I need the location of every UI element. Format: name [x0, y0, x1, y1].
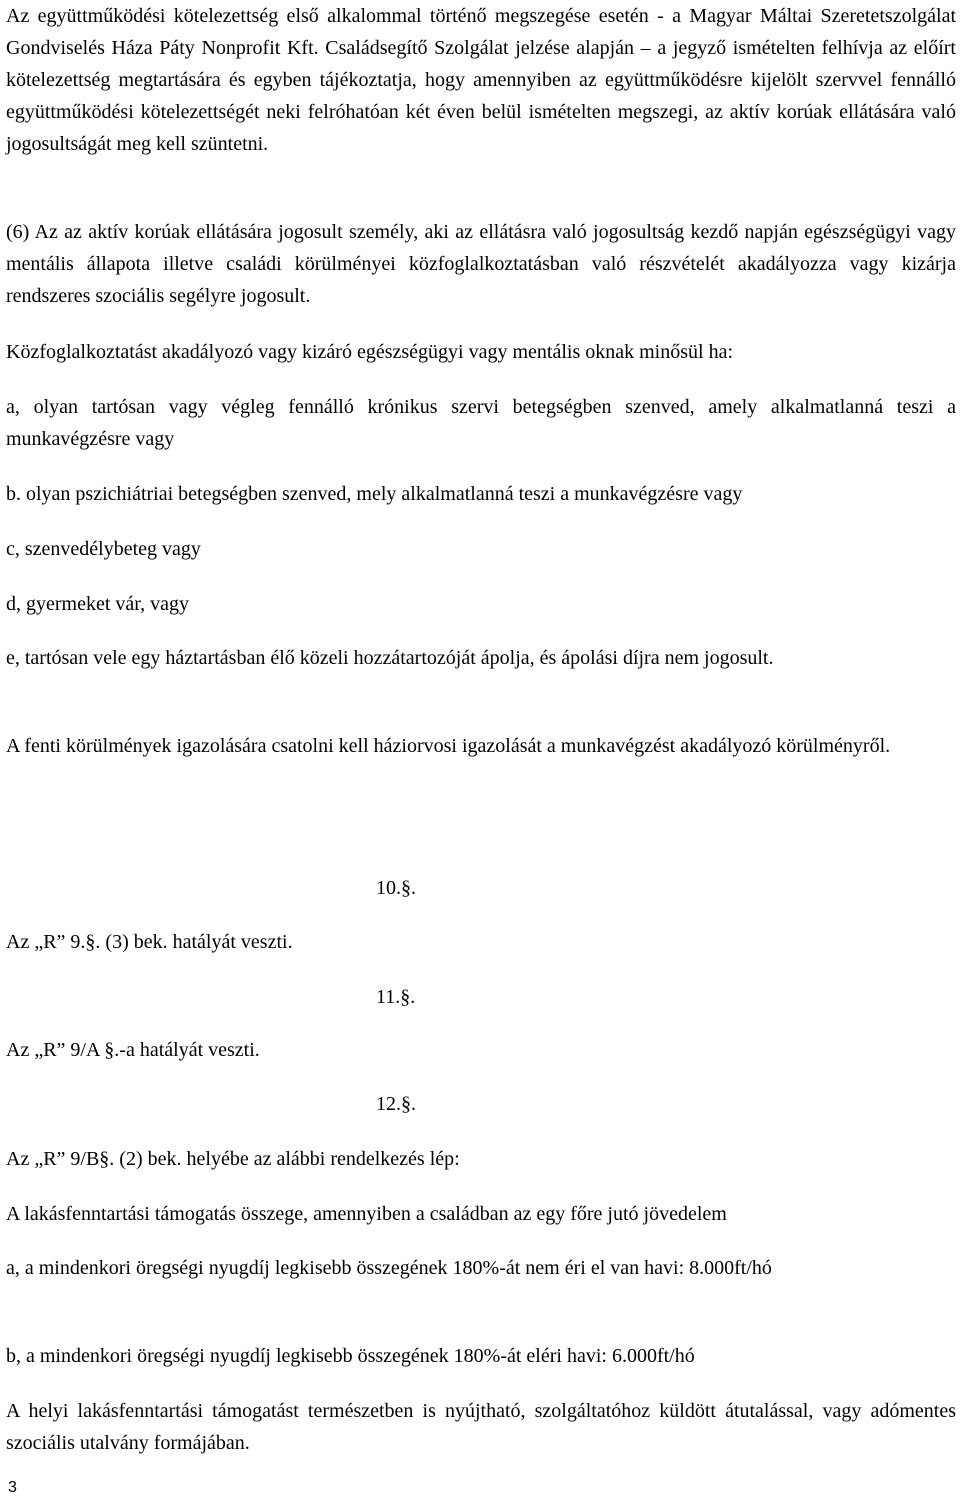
housing-support-intro: A lakásfenntartási támogatás összege, amennyiben a családban az egy főre jutó jövedelem	[6, 1203, 727, 1225]
section-10-text: Az „R” 9.§. (3) bek. hatályát veszti.	[6, 931, 293, 953]
list-item-d: d, gyermeket vár, vagy	[6, 593, 190, 615]
list-item-a: a, olyan tartósan vagy végleg fennálló krónikus szervi betegségben szenved, amely alkalmatlanná teszi a munkavégzésre vagy	[6, 396, 956, 450]
section-11-text: Az „R” 9/A §.-a hatályát veszti.	[6, 1039, 260, 1061]
paragraph-cooperation-obligation: Az együttműködési kötelezettség első alkalommal történő megszegése esetén - a Magyar Máltai Szeretetszolgálat Gondviselés Háza Páty Nonprofit Kft. Családsegítő Szolgálat jelzése alapján – a jegyző ismételten felhívja az előírt kötelezettség megtartására és egyben tájékoztatja, hogy amennyiben az együttműködésre kijelölt szervvel fennálló együttműködési kötelezettségét neki felróhatóan két éven belül ismételten megszegi, az aktív korúak ellátására való jogosultságát meg kell szüntetni.	[6, 5, 956, 155]
paragraph-health-reasons-intro: Közfoglalkoztatást akadályozó vagy kizáró egészségügyi vagy mentális oknak minősül ha:	[6, 341, 734, 363]
paragraph-6: (6) Az az aktív korúak ellátására jogosult személy, aki az ellátásra való jogosultság kezdő napján egészségügyi vagy mentális állapota illetve családi körülményei közfoglalkoztatásban való részvételét akadályozza vagy kizárja rendszeres szociális segélyre jogosult.	[6, 221, 956, 307]
section-12-text: Az „R” 9/B§. (2) bek. helyébe az alábbi rendelkezés lép:	[6, 1148, 460, 1170]
list-item-c: c, szenvedélybeteg vagy	[6, 538, 201, 560]
section-number-11: 11.§.	[376, 986, 416, 1008]
housing-support-b: b, a mindenkori öregségi nyugdíj legkisebb összegének 180%-át eléri havi: 6.000ft/hó	[6, 1345, 695, 1367]
section-number-10: 10.§.	[376, 877, 416, 899]
list-item-e: e, tartósan vele egy háztartásban élő közeli hozzátartozóját ápolja, és ápolási díjra nem jogosult.	[6, 647, 774, 669]
housing-support-in-kind: A helyi lakásfenntartási támogatást természetben is nyújtható, szolgáltatóhoz küldött átutalással, vagy adómentes szociális utalvány formájában.	[6, 1400, 956, 1454]
page-number: 3	[8, 1479, 17, 1496]
paragraph-certification: A fenti körülmények igazolására csatolni kell háziorvosi igazolását a munkavégzést akadályozó körülményről.	[6, 735, 891, 757]
list-item-b: b. olyan pszichiátriai betegségben szenved, mely alkalmatlanná teszi a munkavégzésre vagy	[6, 483, 743, 505]
section-number-12: 12.§.	[376, 1093, 416, 1115]
housing-support-a: a, a mindenkori öregségi nyugdíj legkisebb összegének 180%-át nem éri el van havi: 8.000ft/hó	[6, 1257, 772, 1279]
